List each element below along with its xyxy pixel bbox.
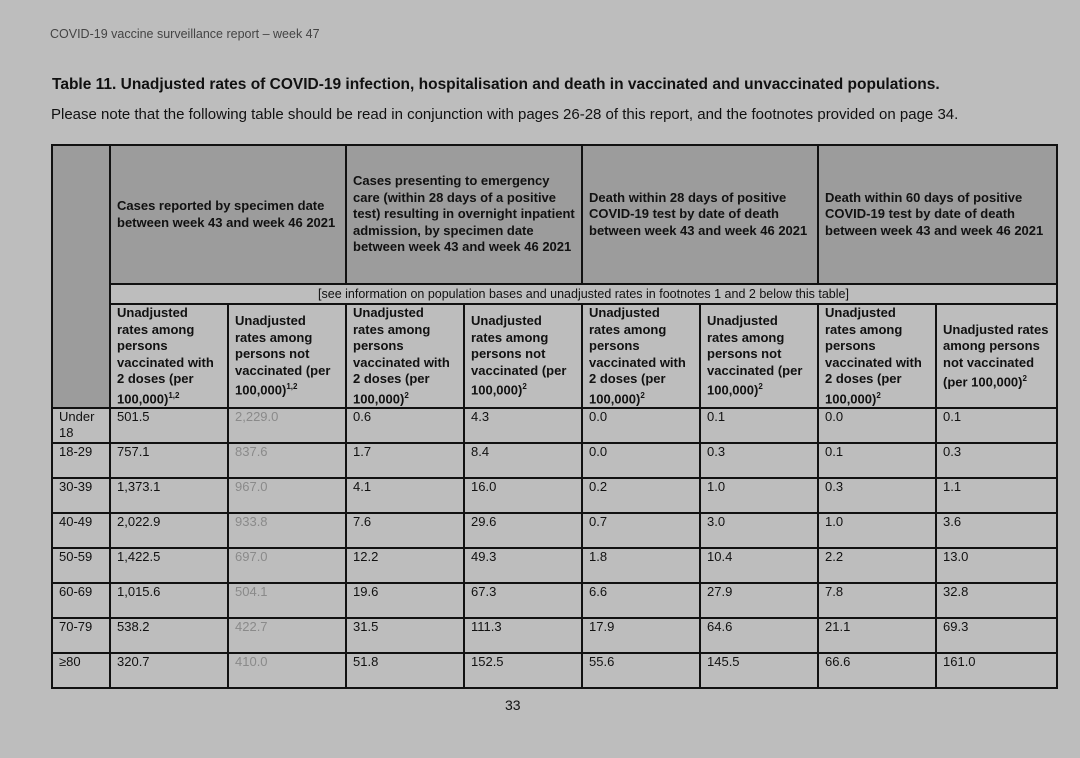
value-cell: 32.8 — [936, 583, 1057, 618]
value-cell: 501.5 — [110, 408, 228, 443]
subheader-vaccinated: Unadjusted rates among persons vaccinated with 2 doses (per 100,000)$^2$ — [346, 304, 464, 408]
value-cell: 0.1 — [818, 443, 936, 478]
subheader-vaccinated: Unadjusted rates among persons vaccinated with 2 doses (per 100,000)$^{1,2}$ — [110, 304, 228, 408]
value-cell: 17.9 — [582, 618, 700, 653]
value-cell: 1.7 — [346, 443, 464, 478]
value-cell: 145.5 — [700, 653, 818, 688]
group-header-death-28: Death within 28 days of positive COVID-19 test by date of death between week 43 and week 46 2021 — [582, 145, 818, 284]
age-group-cell: 18-29 — [52, 443, 110, 478]
table-row — [52, 408, 1057, 443]
value-cell: 12.2 — [346, 548, 464, 583]
value-cell: 0.0 — [818, 408, 936, 443]
value-cell: 8.4 — [464, 443, 582, 478]
value-cell: 4.3 — [464, 408, 582, 443]
value-cell: 1,015.6 — [110, 583, 228, 618]
value-cell: 697.0 — [228, 548, 346, 583]
value-cell: 55.6 — [582, 653, 700, 688]
value-cell: 69.3 — [936, 618, 1057, 653]
value-cell: 4.1 — [346, 478, 464, 513]
corner-cell — [52, 145, 110, 408]
running-header: COVID-19 vaccine surveillance report – week 47 — [50, 27, 320, 41]
value-cell: 1,373.1 — [110, 478, 228, 513]
value-cell: 0.3 — [700, 443, 818, 478]
subheader-not-vaccinated: Unadjusted rates among persons not vaccinated (per 100,000)$^{1,2}$ — [228, 304, 346, 408]
value-cell: 161.0 — [936, 653, 1057, 688]
value-cell: 967.0 — [228, 478, 346, 513]
info-row: [see information on population bases and unadjusted rates in footnotes 1 and 2 below this table] — [110, 284, 1057, 304]
value-cell: 21.1 — [818, 618, 936, 653]
value-cell: 1.8 — [582, 548, 700, 583]
value-cell: 6.6 — [582, 583, 700, 618]
value-cell: 19.6 — [346, 583, 464, 618]
value-cell: 13.0 — [936, 548, 1057, 583]
group-header-admissions: Cases presenting to emergency care (within 28 days of a positive test) resulting in overnight inpatient admission, by specimen date between week 43 and week 46 2021 — [346, 145, 582, 284]
subheader-not-vaccinated: Unadjusted rates among persons not vaccinated (per 100,000)$^2$ — [464, 304, 582, 408]
value-cell: 0.3 — [818, 478, 936, 513]
age-group-cell: 30-39 — [52, 478, 110, 513]
value-cell: 538.2 — [110, 618, 228, 653]
subheader-not-vaccinated: Unadjusted rates among persons not vaccinated (per 100,000)$^2$ — [936, 304, 1057, 408]
value-cell: 16.0 — [464, 478, 582, 513]
value-cell: 1,422.5 — [110, 548, 228, 583]
value-cell: 31.5 — [346, 618, 464, 653]
value-cell: 1.0 — [818, 513, 936, 548]
subheader-not-vaccinated: Unadjusted rates among persons not vaccinated (per 100,000)$^2$ — [700, 304, 818, 408]
value-cell: 2,022.9 — [110, 513, 228, 548]
value-cell: 320.7 — [110, 653, 228, 688]
table-row — [52, 548, 1057, 583]
table-title: Table 11. Unadjusted rates of COVID-19 infection, hospitalisation and death in vaccinated and unvaccinated populations. — [52, 76, 940, 93]
value-cell: 0.0 — [582, 408, 700, 443]
page-number: 33 — [505, 697, 521, 713]
group-header-death-60: Death within 60 days of positive COVID-19 test by date of death between week 43 and week 46 2021 — [818, 145, 1057, 284]
value-cell: 152.5 — [464, 653, 582, 688]
table-row — [52, 478, 1057, 513]
rates-table — [51, 144, 1058, 689]
age-group-cell: 50-59 — [52, 548, 110, 583]
value-cell: 7.8 — [818, 583, 936, 618]
value-cell: 410.0 — [228, 653, 346, 688]
value-cell: 504.1 — [228, 583, 346, 618]
value-cell: 49.3 — [464, 548, 582, 583]
subheader-vaccinated: Unadjusted rates among persons vaccinated with 2 doses (per 100,000)$^2$ — [818, 304, 936, 408]
value-cell: 0.1 — [700, 408, 818, 443]
value-cell: 1.1 — [936, 478, 1057, 513]
subheader-vaccinated: Unadjusted rates among persons vaccinated with 2 doses (per 100,000)$^2$ — [582, 304, 700, 408]
table-row — [52, 443, 1057, 478]
value-cell: 0.1 — [936, 408, 1057, 443]
value-cell: 757.1 — [110, 443, 228, 478]
value-cell: 29.6 — [464, 513, 582, 548]
table-row — [52, 513, 1057, 548]
value-cell: 67.3 — [464, 583, 582, 618]
value-cell: 1.0 — [700, 478, 818, 513]
value-cell: 0.2 — [582, 478, 700, 513]
value-cell: 66.6 — [818, 653, 936, 688]
value-cell: 7.6 — [346, 513, 464, 548]
table-row — [52, 653, 1057, 688]
value-cell: 3.6 — [936, 513, 1057, 548]
value-cell: 837.6 — [228, 443, 346, 478]
age-group-cell: 40-49 — [52, 513, 110, 548]
value-cell: 0.7 — [582, 513, 700, 548]
value-cell: 51.8 — [346, 653, 464, 688]
age-group-cell: 60-69 — [52, 583, 110, 618]
table-note: Please note that the following table should be read in conjunction with pages 26-28 of this report, and the footnotes provided on page 34. — [51, 106, 959, 123]
age-group-cell: Under 18 — [52, 408, 110, 443]
table-row — [52, 618, 1057, 653]
age-group-cell: 70-79 — [52, 618, 110, 653]
table-row — [52, 583, 1057, 618]
value-cell: 0.0 — [582, 443, 700, 478]
value-cell: 2.2 — [818, 548, 936, 583]
value-cell: 933.8 — [228, 513, 346, 548]
value-cell: 111.3 — [464, 618, 582, 653]
value-cell: 27.9 — [700, 583, 818, 618]
age-group-cell: ≥80 — [52, 653, 110, 688]
value-cell: 0.3 — [936, 443, 1057, 478]
value-cell: 2,229.0 — [228, 408, 346, 443]
group-header-cases: Cases reported by specimen date between week 43 and week 46 2021 — [110, 145, 346, 284]
value-cell: 64.6 — [700, 618, 818, 653]
value-cell: 0.6 — [346, 408, 464, 443]
value-cell: 422.7 — [228, 618, 346, 653]
value-cell: 10.4 — [700, 548, 818, 583]
value-cell: 3.0 — [700, 513, 818, 548]
